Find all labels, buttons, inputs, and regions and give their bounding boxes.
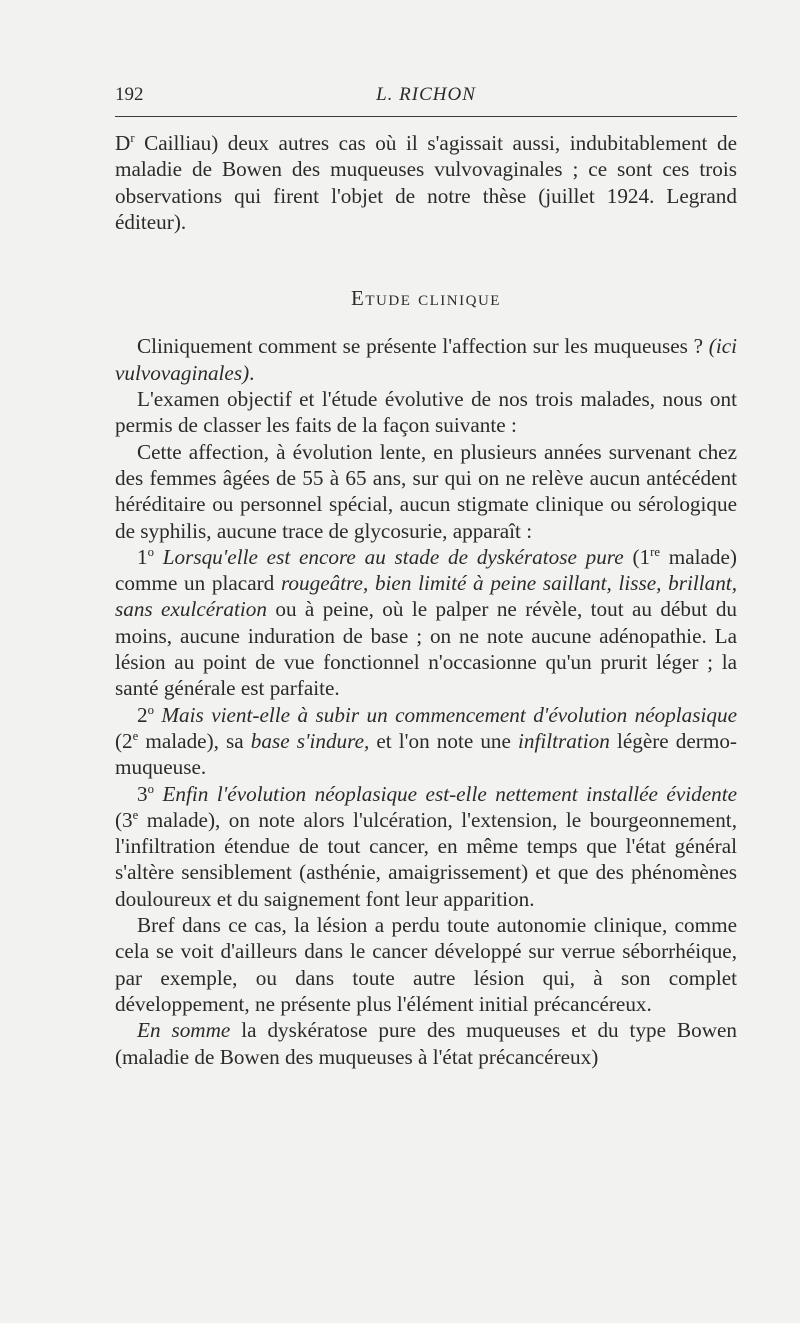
item2-text-b: malade), sa <box>138 728 251 753</box>
item-1 <box>115 544 737 702</box>
item3-italic: Enfin l'évolution néoplasique est-elle nettement installée évidente <box>153 781 737 806</box>
header-rule <box>115 116 737 117</box>
item1-text-a: (1 <box>623 544 651 569</box>
body-text <box>115 130 737 1070</box>
intro-text: Cailliau) deux autres cas où il s'agissait aussi, indubitablement de maladie de Bowen des muqueuses vulvovaginales ; ce sont ces trois observations qui firent l'objet de notre thèse (juillet 1924. Legrand éditeur). <box>115 131 737 234</box>
item-2 <box>115 702 737 781</box>
paragraph-4: Bref dans ce cas, la lésion a perdu toute autonomie clinique, comme cela se voit d'ailleurs dans le cancer développé sur verrue séborrhéique, par exemple, ou dans toute autre lésion qui, à son complet développement, ne présente plus l'élément initial précancéreux. <box>115 913 737 1016</box>
p5-italic: En somme <box>137 1018 231 1043</box>
item2-number: 2 <box>137 702 148 727</box>
paragraph-3: Cette affection, à évolution lente, en plusieurs années survenant chez des femmes âgées de 55 à 65 ans, sur qui on ne relève aucun antécédent héréditaire ou personnel spécial, aucun stigmate clinique ou sérologique de syphilis, aucune trace de glycosurie, apparaît : <box>115 439 737 543</box>
paragraph-5 <box>115 1017 737 1070</box>
item1-italic: Lorsqu'elle est encore au stade de dyskératose pure <box>153 544 624 569</box>
item3-sup2: e <box>132 807 139 822</box>
item3-number: 3 <box>137 781 148 806</box>
item1-text-c: ou à peine, où le palper ne révèle, tout au début du moins, aucune induration de base ; on ne note aucune adénopathie. La lésion au point de vue fonctionnel n'occasionne qu'un prurit léger ; la santé générale est parfaite. <box>115 597 738 701</box>
item2-italic: Mais vient-elle à subir un commencement d'évolution néoplasique <box>153 702 737 727</box>
item1-italic-2: rougeâtre, bien limité à peine saillant, lisse, brillant, sans exulcération <box>115 571 737 622</box>
page-header <box>115 84 737 114</box>
item2-sup: o <box>147 702 154 717</box>
item2-italic-2: base s'indure, <box>250 728 370 753</box>
item3-sup: o <box>147 781 154 796</box>
item1-text-b: malade) comme un placard <box>115 544 737 596</box>
running-title: L. RICHON <box>376 84 476 105</box>
p5-text: la dyskératose pure des muqueuses et du type Bowen (maladie de Bowen des muqueuses à l'état précancéreux) <box>115 1018 737 1069</box>
item2-text-d: légère dermo-muqueuse. <box>115 728 737 780</box>
paragraph-1 <box>115 333 737 386</box>
item3-text-a: (3 <box>115 807 133 832</box>
page-number: 192 <box>115 84 144 105</box>
item2-sup2: e <box>132 728 139 743</box>
item2-italic-3: infiltration <box>518 728 610 753</box>
item1-sup: o <box>147 544 154 559</box>
item2-text-a: (2 <box>115 728 133 753</box>
intro-paragraph <box>115 130 737 235</box>
dr-abbrev: D <box>115 131 131 155</box>
p1-italic: (ici vulvovaginales) <box>115 334 737 385</box>
item1-sup2: re <box>650 544 660 559</box>
p1-text: Cliniquement comment se présente l'affection sur les muqueuses ? <box>137 334 709 359</box>
item3-text-b: malade), on note alors l'ulcération, l'extension, le bourgeonnement, l'infiltration étendue de tout cancer, en même temps que l'état général s'altère sensiblement (asthénie, amaigrissement) et que des phénomènes douloureux et du saignement font leur apparition. <box>115 807 737 911</box>
item1-number: 1 <box>137 544 148 569</box>
dr-sup: r <box>130 130 135 145</box>
section-title: Etude clinique <box>351 286 501 311</box>
p1-end: . <box>249 360 255 385</box>
item-3 <box>115 781 737 912</box>
paragraph-2: L'examen objectif et l'étude évolutive de nos trois malades, nous ont permis de classer les faits de la façon suivante : <box>115 387 737 438</box>
item2-text-c: et l'on note une <box>369 728 519 753</box>
